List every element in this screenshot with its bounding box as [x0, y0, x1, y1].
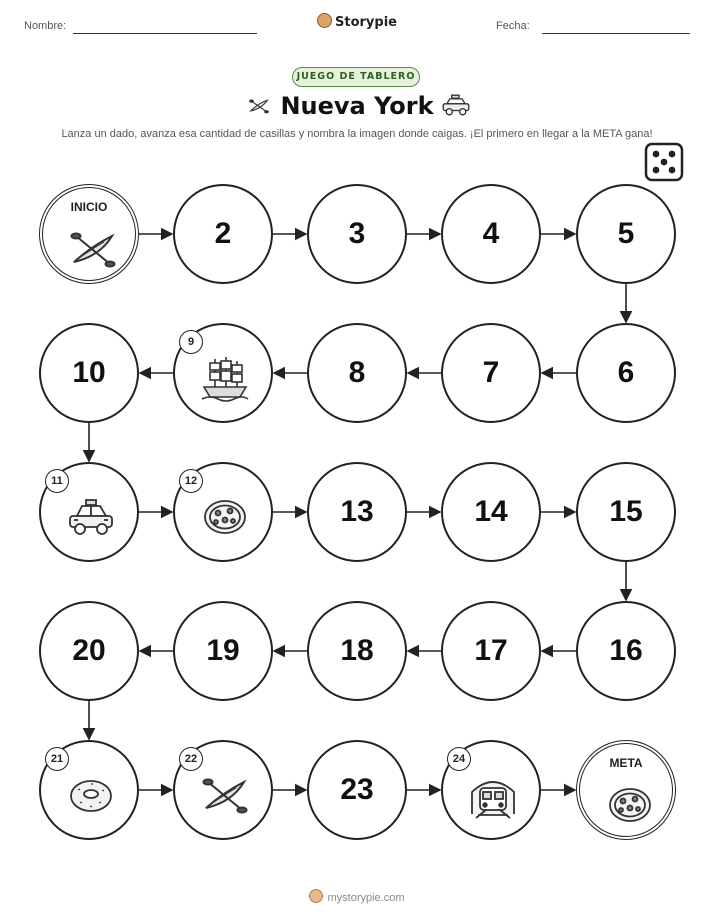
space-number-badge: 24	[447, 747, 471, 771]
space-number-badge: 9	[179, 330, 203, 354]
board-space	[307, 462, 407, 562]
footer	[0, 889, 714, 904]
space-number-badge: 21	[45, 747, 69, 771]
space-number: 14	[474, 495, 508, 528]
space-number: 19	[206, 634, 240, 667]
instructions: Lanza un dado, avanza esa cantidad de casillas y nombra la imagen donde caigas. ¡El primero en llegar a la META gana!	[61, 128, 653, 140]
start-space	[39, 184, 139, 284]
space-number: 15	[609, 495, 643, 528]
date-label: Fecha:	[496, 20, 530, 32]
space-number: 3	[348, 217, 366, 250]
board-space	[576, 462, 676, 562]
space-label: INICIO	[70, 200, 108, 214]
board-space	[441, 740, 541, 840]
space-number: 16	[609, 634, 643, 667]
finish-space	[576, 740, 676, 840]
space-number: 5	[617, 217, 635, 250]
board-space	[576, 184, 676, 284]
board-space	[441, 323, 541, 423]
space-number-badge: 12	[179, 469, 203, 493]
board-space	[173, 184, 273, 284]
board-space	[307, 740, 407, 840]
space-number: 7	[482, 356, 500, 389]
pizza-icon	[605, 780, 655, 830]
space-number: 2	[214, 217, 232, 250]
board-space	[576, 601, 676, 701]
space-number: 6	[617, 356, 635, 389]
bear-icon	[309, 889, 323, 903]
bagel-icon	[66, 770, 116, 820]
space-number: 20	[72, 634, 106, 667]
space-number: 8	[348, 356, 366, 389]
space-number-badge: 22	[179, 747, 203, 771]
space-number: 18	[340, 634, 374, 667]
board-space	[307, 323, 407, 423]
board-space	[39, 740, 139, 840]
board-space	[576, 323, 676, 423]
board-space	[39, 323, 139, 423]
board-space	[173, 601, 273, 701]
board-space	[39, 462, 139, 562]
taxi-icon	[66, 492, 116, 542]
space-number: 13	[340, 495, 374, 528]
page-title: Nueva York	[280, 92, 434, 120]
board-space	[307, 601, 407, 701]
space-label: META	[609, 756, 643, 770]
board-space	[173, 740, 273, 840]
space-number: 10	[72, 356, 106, 389]
board-space	[173, 323, 273, 423]
board-space	[441, 462, 541, 562]
board-space	[173, 462, 273, 562]
brand-text: Storypie	[335, 15, 397, 30]
board-space	[441, 601, 541, 701]
game-type-pill: JUEGO DE TABLERO	[292, 67, 420, 87]
kayak-icon	[68, 224, 118, 274]
footer-text: mystorypie.com	[327, 892, 405, 904]
board-space	[307, 184, 407, 284]
space-number: 4	[482, 217, 500, 250]
kayak-icon	[200, 770, 250, 820]
pizza-icon	[200, 492, 250, 542]
subway-icon	[468, 770, 518, 820]
space-number: 23	[340, 773, 374, 806]
space-number: 17	[474, 634, 508, 667]
board-space	[441, 184, 541, 284]
name-label: Nombre:	[24, 20, 67, 32]
space-number-badge: 11	[45, 469, 69, 493]
ship-icon	[200, 353, 250, 403]
board-space	[39, 601, 139, 701]
